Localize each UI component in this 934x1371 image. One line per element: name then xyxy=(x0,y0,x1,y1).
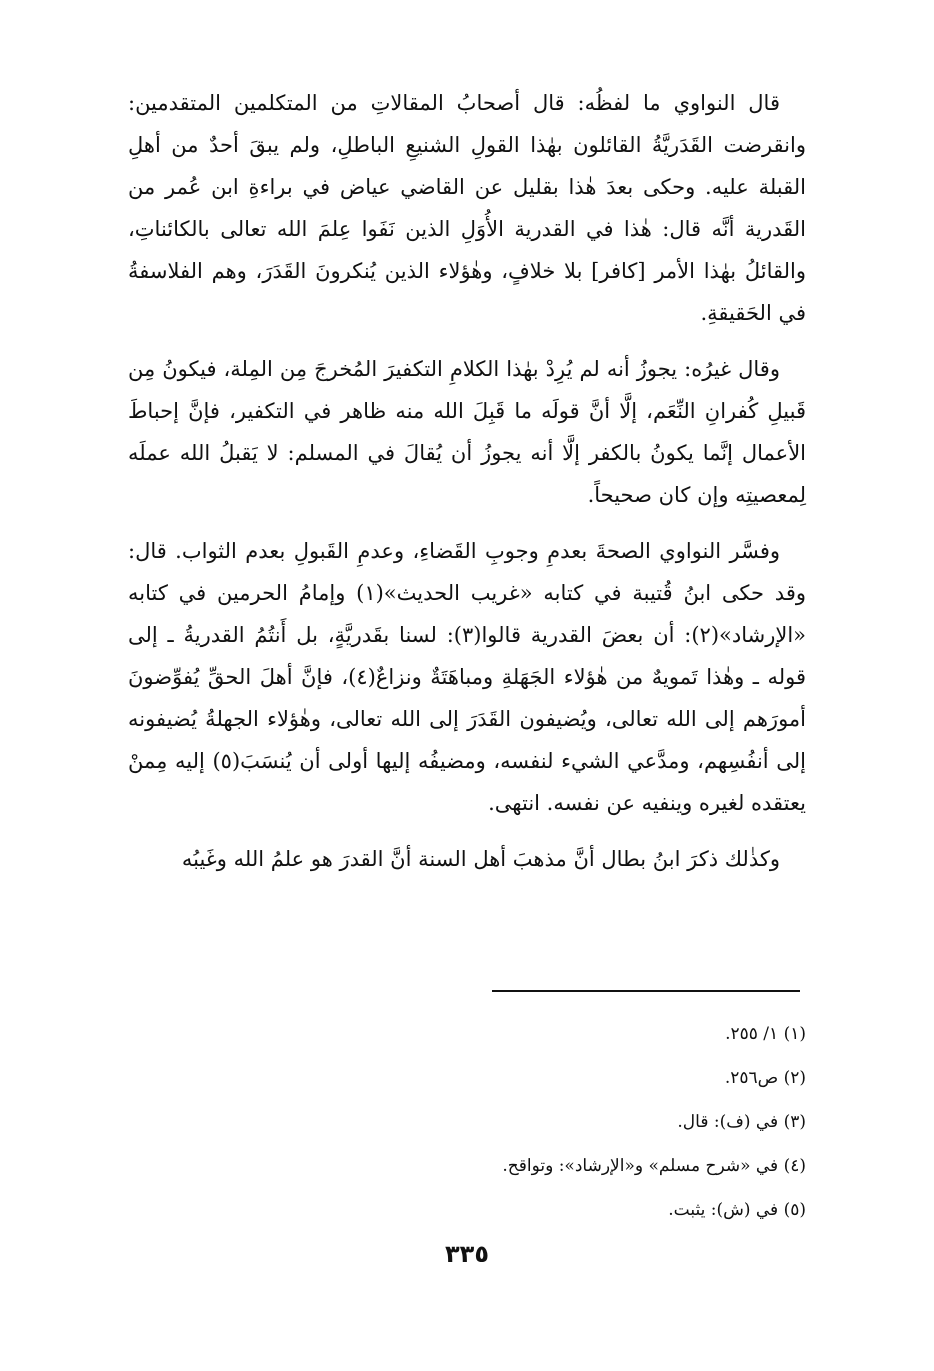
footnotes xyxy=(128,1012,806,1232)
paragraph-4: وكذٰلك ذكرَ ابنُ بطال أنَّ مذهبَ أهل السنة أنَّ القدرَ هو علمُ الله وغَيبُه xyxy=(181,847,780,871)
paragraph-3: وفسَّر النواوي الصحةَ بعدمِ وجوبِ القَضاءِ، وعدمِ القَبولِ بعدم الثواب. قال: وقد حكى ابنُ قُتيبة في كتابه «غريب الحديث»(١) وإمامُ الحرمين في كتابه «الإرشاد»(٢): أن بعضَ القدرية قالوا(٣): لسنا بقَدريَّةٍ، بل أَنتُمُ القدريةُ ـ إلى قوله ـ وهٰذا تَمويهٌ من هٰؤلاء الجَهَلةِ ومباهَتَةٌ ونزاعٌ(٤)، فإنَّ أهلَ الحقِّ يُفوِّضونَ أمورَهم إلى الله تعالى، ويُضيفون القَدَرَ إلى الله تعالى، وهٰؤلاء الجهلةُ يُضيفونه إلى أنفُسِهم، ومدَّعي الشيء لنفسه، ومضيفُه إليها أولى أن يُنسَبَ(٥) إليه مِمنْ يعتقده لغيره وينفيه عن نفسه. انتهى. xyxy=(128,539,806,815)
footnote-3: (٣) في (ف): قال. xyxy=(677,1112,806,1132)
footnote-1: (١) ١/ ٢٥٥. xyxy=(725,1024,806,1044)
paragraph-2: وقال غيرُه: يجوزُ أنه لم يُرِدْ بهٰذا الكلامِ التكفيرَ المُخرجَ مِن المِلة، فيكونُ مِن قَبيلِ كُفرانِ النِّعَم، إلَّا أنَّ قولَه ما قَبِلَ الله منه ظاهر في التكفير، فإنَّ إحباطَ الأعمال إنَّما يكونُ بالكفر إلَّا أنه يجوزُ أن يُقالَ في المسلم: لا يَقبلُ الله عملَه لِمعصيتِه وإن كان صحيحاً. xyxy=(128,357,806,507)
footnote-2: (٢) ص٢٥٦. xyxy=(724,1068,806,1088)
main-text xyxy=(128,82,806,894)
footnote-separator xyxy=(492,990,800,992)
page-number: ٣٣٥ xyxy=(445,1240,489,1268)
footnote-5: (٥) في (ش): يثبت. xyxy=(668,1200,806,1220)
paragraph-1: قال النواوي ما لفظُه: قال أصحابُ المقالاتِ من المتكلمين المتقدمين: وانقرضت القَدَريَّةُ القائلون بهٰذا القولِ الشنيعِ الباطلِ، ولم يبقَ أحدٌ من أهلِ القبلة عليه. وحكى بعدَ هٰذا بقليل عن القاضي عياض في براءةِ ابن عُمر من القَدرية أنَّه قال: هٰذا في القدرية الأُوَلِ الذين نَفَوا عِلمَ الله تعالى بالكائناتِ، والقائلُ بهٰذا الأمر [كافر] بلا خلافٍ، وهٰؤلاء الذين يُنكرونَ القَدَرَ، وهم الفلاسفةُ في الحَقيقةِ. xyxy=(128,91,806,325)
footnote-4: (٤) في «شرح مسلم» و«الإرشاد»: وتواقح. xyxy=(502,1156,806,1176)
